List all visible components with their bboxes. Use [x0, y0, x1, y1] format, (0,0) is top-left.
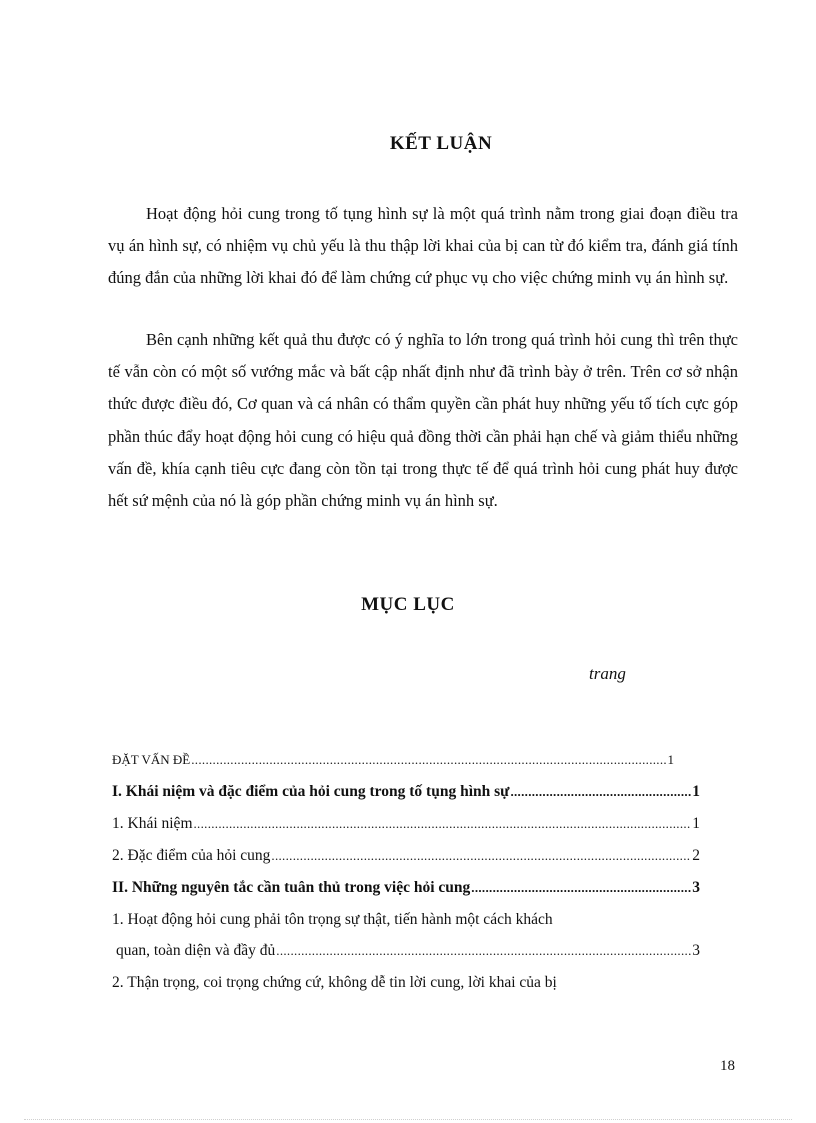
conclusion-paragraph-2: Bên cạnh những kết quả thu được có ý nghĩa to lớn trong quá trình hỏi cung thì trên thực tế vẫn còn có một số vướng mắc và bất cập nhất định như đã trình bày ở trên. Trên cơ sở nhận thức được điều đó, Cơ quan và cá nhân có thẩm quyền cần phát huy những yếu tố tích cực góp phần thúc đẩy hoạt động hỏi cung có hiệu quả đồng thời cần phải hạn chế và giảm thiểu những vấn đề, khía cạnh tiêu cực đang còn tồn tại trong thực tế để quá trình hỏi cung phát huy được hết sứ mệnh của nó là góp phần chứng minh vụ án hình sự. — [108, 330, 738, 511]
toc-leader-dots — [510, 784, 691, 800]
toc-leader-dots — [191, 752, 666, 768]
toc-entry-page: 3 — [692, 879, 700, 896]
toc-entry-title: ĐẶT VẤN ĐỀ — [112, 752, 191, 767]
toc-entry-page: 1 — [692, 815, 700, 832]
toc-entry-title: 2. Đặc điểm của hỏi cung — [112, 847, 271, 864]
page-bottom-divider — [24, 1119, 792, 1120]
toc-entry-page: 1 — [667, 752, 674, 767]
toc-entry-section-2[interactable] — [112, 879, 700, 897]
toc-entry-title: I. Khái niệm và đặc điểm của hỏi cung trong tố tụng hình sự — [112, 783, 510, 800]
toc-entry-dat-van-de[interactable] — [112, 752, 674, 768]
toc-entry-title: 1. Khái niệm — [112, 815, 193, 832]
toc-entry-1-1[interactable] — [112, 815, 700, 833]
toc-entry-1-2[interactable] — [112, 847, 700, 865]
conclusion-heading: KẾT LUẬN — [389, 133, 493, 154]
toc-entry-title-continued: quan, toàn diện và đầy đủ — [116, 942, 276, 959]
toc-entry-section-1[interactable] — [112, 783, 700, 801]
toc-leader-dots — [271, 848, 691, 864]
toc-leader-dots — [471, 880, 691, 896]
conclusion-paragraph-1: Hoạt động hỏi cung trong tố tụng hình sự là một quá trình nằm trong giai đoạn điều tra vụ án hình sự, có nhiệm vụ chủ yếu là thu thập lời khai của bị can từ đó kiểm tra, đánh giá tính đúng đắn của những lời khai đó để làm chứng cứ phục vụ cho việc chứng minh vụ án hình sự. — [108, 204, 738, 288]
toc-entry-title: II. Những nguyên tắc cần tuân thủ trong việc hỏi cung — [112, 879, 471, 896]
toc-page-column-header: trang — [589, 664, 626, 683]
toc-entry-2-2-line-1[interactable]: 2. Thận trọng, coi trọng chứng cứ, không dễ tin lời cung, lời khai của bị — [112, 974, 557, 991]
toc-heading: MỤC LỤC — [361, 594, 455, 615]
page-number: 18 — [720, 1058, 735, 1074]
toc-leader-dots — [194, 816, 692, 832]
toc-entry-page: 1 — [692, 783, 700, 800]
toc-entry-2-1-line-1[interactable]: 1. Hoạt động hỏi cung phải tôn trọng sự thật, tiến hành một cách khách — [112, 911, 553, 928]
toc-entry-page: 3 — [692, 942, 700, 959]
toc-entry-2-1[interactable] — [116, 942, 700, 960]
toc-leader-dots — [276, 943, 691, 959]
toc-entry-page: 2 — [692, 847, 700, 864]
